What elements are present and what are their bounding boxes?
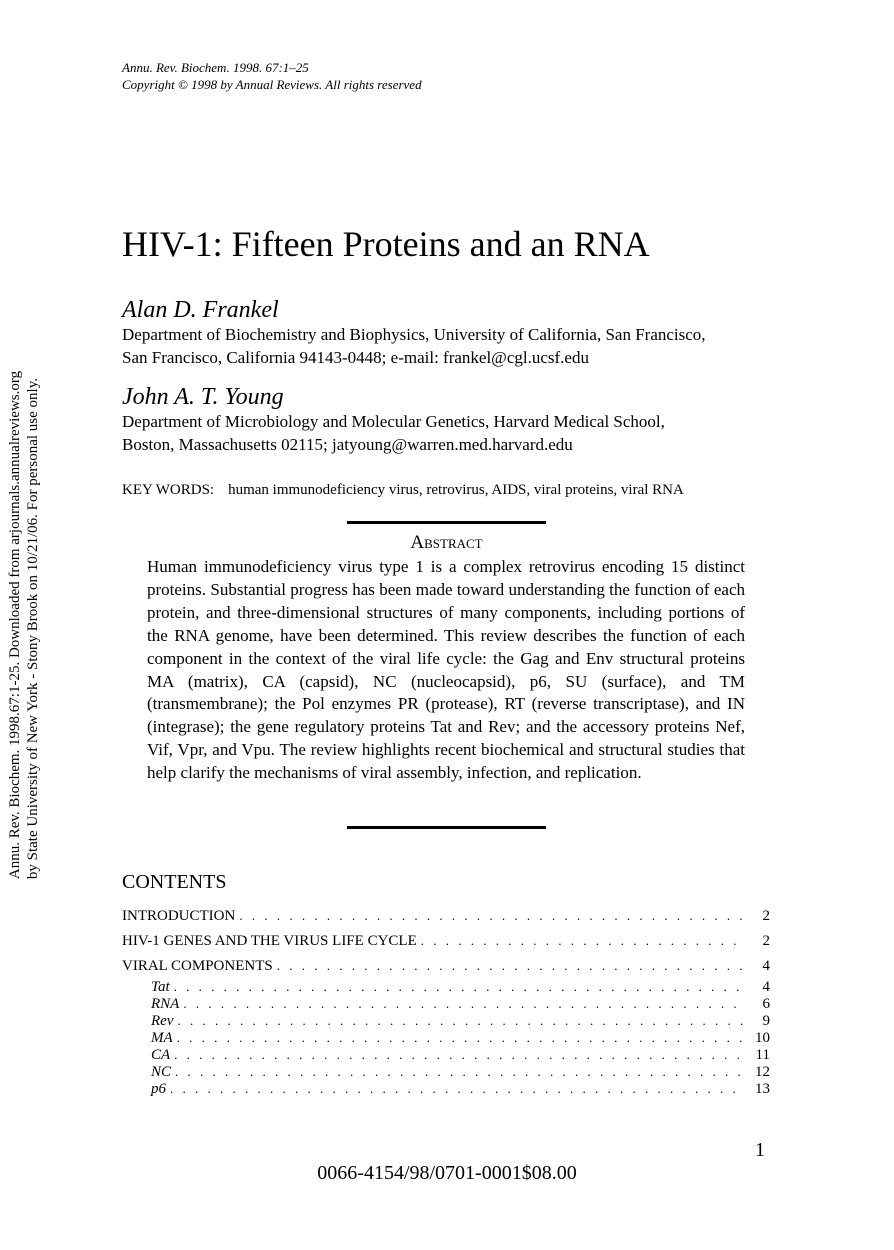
toc-leader-dots <box>174 978 744 995</box>
price-code: 0066-4154/98/0701-0001$08.00 <box>317 1162 577 1184</box>
affiliation-line: Department of Biochemistry and Biophysics, University of California, San Francisco, <box>122 325 706 344</box>
toc-subentry-page: 12 <box>755 1064 770 1080</box>
toc-subentry-label: RNA <box>151 996 180 1012</box>
toc-subentry-label: p6 <box>151 1081 166 1097</box>
toc-subentry-label: Tat <box>151 979 170 995</box>
author-affiliation <box>122 410 802 456</box>
toc-subentry-tat[interactable] <box>122 978 770 995</box>
toc-subentry-label: NC <box>151 1064 172 1080</box>
download-notice-line-1: Annu. Rev. Biochem. 1998.67:1-25. Downloaded from arjournals.annualreviews.org <box>7 370 23 880</box>
toc-entry-introduction[interactable] <box>122 906 770 926</box>
toc-subentry-ca[interactable] <box>122 1046 770 1063</box>
toc-entry-genes-life-cycle[interactable] <box>122 931 770 951</box>
affiliation-line: Department of Microbiology and Molecular Genetics, Harvard Medical School, <box>122 412 665 431</box>
toc-leader-dots <box>421 931 744 951</box>
toc-subentry-page: 9 <box>762 1013 770 1029</box>
download-notice <box>0 0 60 1250</box>
article-title: HIV-1: Fifteen Proteins and an RNA <box>122 224 650 264</box>
abstract-heading: Abstract <box>410 532 483 553</box>
toc-subentry-nc[interactable] <box>122 1063 770 1080</box>
toc-entry-page: 2 <box>762 933 770 949</box>
toc-subentry-page: 6 <box>762 996 770 1012</box>
toc-subentry-page: 4 <box>762 979 770 995</box>
abstract-top-rule <box>347 521 546 524</box>
abstract-bottom-rule <box>347 826 546 829</box>
toc-leader-dots <box>175 1063 744 1080</box>
toc-leader-dots <box>174 1046 744 1063</box>
author-name: John A. T. Young <box>122 384 284 410</box>
toc-subentry-label: Rev <box>151 1013 174 1029</box>
keywords-label: KEY WORDS: <box>122 482 215 498</box>
affiliation-line: Boston, Massachusetts 02115; jatyoung@warren.med.harvard.edu <box>122 435 573 454</box>
toc-subentry-label: MA <box>151 1030 173 1046</box>
download-notice-line-2: by State University of New York - Stony Brook on 10/21/06. For personal use only. <box>25 378 41 880</box>
toc-leader-dots <box>170 1080 744 1097</box>
toc-subentry-page: 13 <box>755 1081 770 1097</box>
copyright-notice: Copyright © 1998 by Annual Reviews. All rights reserved <box>122 77 422 92</box>
affiliation-line: San Francisco, California 94143-0448; e-mail: frankel@cgl.ucsf.edu <box>122 348 589 367</box>
toc-entry-label: HIV-1 GENES AND THE VIRUS LIFE CYCLE <box>122 933 417 949</box>
journal-citation: Annu. Rev. Biochem. 1998. 67:1–25 <box>122 60 309 75</box>
toc-entry-page: 4 <box>762 958 770 974</box>
toc-entry-page: 2 <box>762 908 770 924</box>
toc-leader-dots <box>177 1012 744 1029</box>
toc-leader-dots <box>177 1029 744 1046</box>
page-number: 1 <box>755 1139 765 1161</box>
keywords <box>122 480 684 500</box>
toc-entry-label: VIRAL COMPONENTS <box>122 958 273 974</box>
author-affiliation <box>122 323 802 369</box>
download-notice-text <box>6 371 42 879</box>
toc-leader-dots <box>239 906 744 926</box>
toc-subentry-rna[interactable] <box>122 995 770 1012</box>
abstract-body: Human immunodeficiency virus type 1 is a complex retrovirus encoding 15 distinct proteins. Substantial progress has been made toward understanding the function of each protein, and three-dimensional structures of many components, including portions of the RNA genome, have been determined. This review describes the function of each component in the context of the viral life cycle: the Gag and Env structural proteins MA (matrix), CA (capsid), NC (nucleocapsid), p6, SU (surface), and TM (transmembrane); the Pol enzymes PR (protease), RT (reverse transcriptase), and IN (integrase); the gene regulatory proteins Tat and Rev; and the accessory proteins Nef, Vif, Vpr, and Vpu. The review highlights recent biochemical and structural studies that help clarify the mechanisms of viral assembly, infection, and replication. <box>147 557 745 783</box>
toc-subentry-p6[interactable] <box>122 1080 770 1097</box>
toc-subentry-page: 10 <box>755 1030 770 1046</box>
contents-heading: CONTENTS <box>122 871 227 893</box>
toc-subentry-ma[interactable] <box>122 1029 770 1046</box>
toc-leader-dots <box>183 995 744 1012</box>
toc-entry-viral-components[interactable] <box>122 956 770 976</box>
toc-leader-dots <box>277 956 744 976</box>
toc-subentry-page: 11 <box>755 1047 770 1063</box>
keywords-text: human immunodeficiency virus, retrovirus, AIDS, viral proteins, viral RNA <box>228 482 684 498</box>
author-name: Alan D. Frankel <box>122 297 279 323</box>
toc-subentry-rev[interactable] <box>122 1012 770 1029</box>
toc-entry-label: INTRODUCTION <box>122 908 236 924</box>
toc-subentry-label: CA <box>151 1047 171 1063</box>
